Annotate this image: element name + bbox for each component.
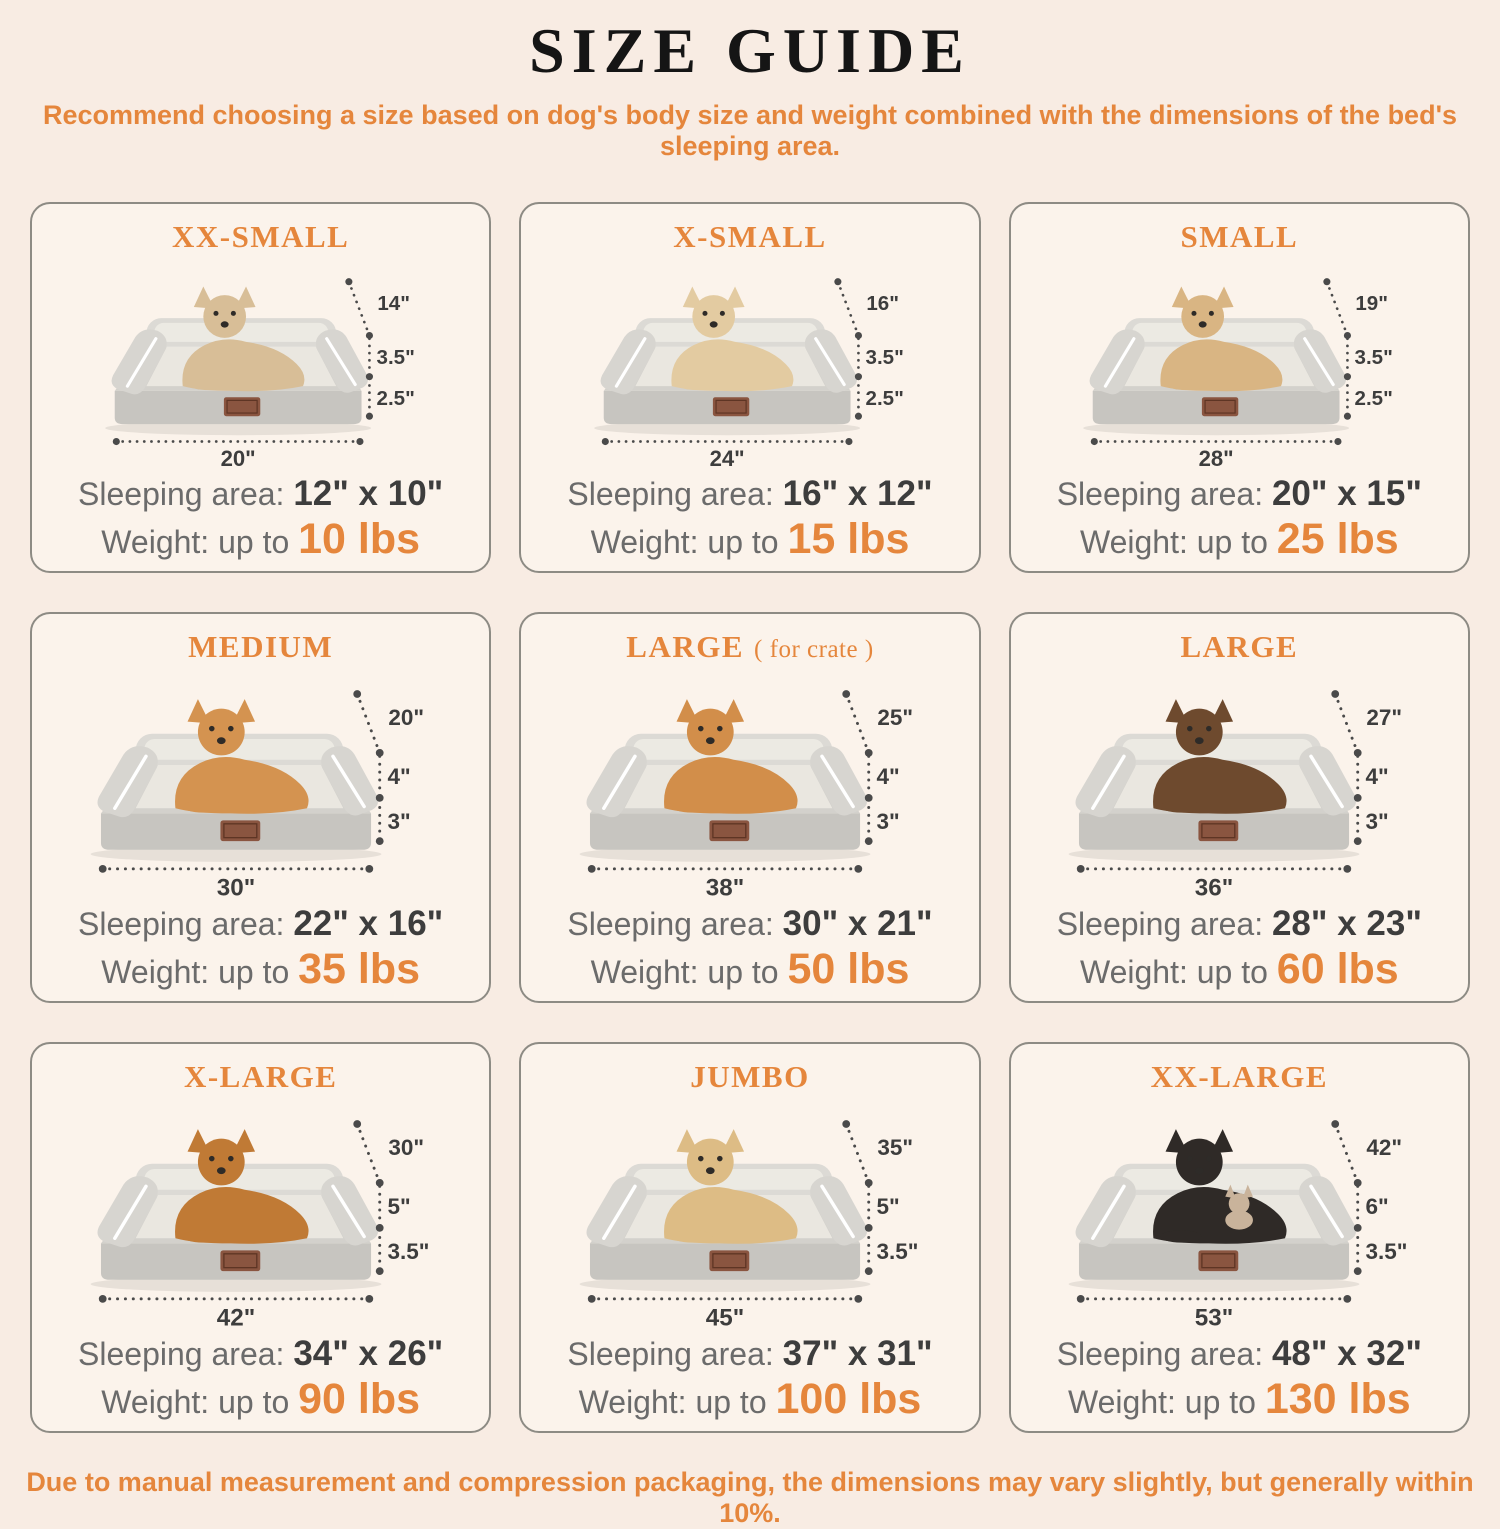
weight-value: 25 lbs	[1276, 515, 1399, 564]
dim-dot	[855, 413, 862, 420]
dim-dot	[98, 1295, 106, 1303]
size-name	[690, 1060, 809, 1094]
size-grid	[30, 202, 1470, 1433]
bed-illustration	[75, 668, 447, 900]
dim-dot	[588, 1295, 596, 1303]
sleeping-area-label: Sleeping area:	[567, 476, 774, 513]
weight-label: Weight: up to	[1079, 954, 1268, 991]
dim-dot	[602, 438, 609, 445]
weight-label: Weight: up to	[101, 524, 290, 561]
dim-base-label: 3.5"	[1365, 1239, 1408, 1265]
height-dim-line	[357, 694, 380, 753]
dim-dot	[865, 1267, 873, 1275]
height-dim-line	[1335, 694, 1358, 753]
dim-bolster-label: 5"	[876, 1194, 900, 1220]
dim-width-label: 24"	[709, 446, 745, 471]
weight-label: Weight: up to	[578, 1384, 767, 1421]
weight-line	[1068, 1376, 1411, 1423]
size-name	[1180, 220, 1298, 254]
weight-label: Weight: up to	[590, 524, 779, 561]
weight-line	[1080, 516, 1399, 563]
size-name-label: XX-LARGE	[1150, 1059, 1328, 1095]
dim-width-label: 36"	[1195, 874, 1234, 901]
dim-bolster-label: 3.5"	[376, 346, 415, 370]
size-name	[673, 220, 826, 254]
sleeping-area-label: Sleeping area:	[1056, 1336, 1264, 1373]
dim-width-label: 45"	[705, 1304, 745, 1331]
dim-base-label: 2.5"	[865, 387, 904, 411]
size-name	[188, 630, 333, 664]
dim-dot	[1077, 865, 1085, 873]
dim-base-label: 3.5"	[876, 1239, 919, 1265]
dim-width-label: 30"	[216, 874, 255, 901]
dim-dot	[854, 1295, 862, 1303]
weight-value: 10 lbs	[298, 515, 421, 564]
weight-label: Weight: up to	[101, 954, 290, 991]
dim-dot	[112, 438, 119, 445]
sleeping-area-line	[1057, 474, 1422, 514]
weight-value: 50 lbs	[787, 945, 910, 994]
dim-bolster-label: 4"	[876, 764, 900, 790]
size-card	[30, 612, 491, 1003]
sleeping-area-label: Sleeping area:	[78, 476, 285, 513]
dim-dot	[356, 438, 363, 445]
dim-dot	[854, 865, 862, 873]
sleeping-area-value: 28" x 23"	[1271, 904, 1422, 944]
size-card	[30, 202, 491, 573]
size-card	[1009, 1042, 1470, 1433]
dim-dot	[375, 837, 383, 845]
weight-value: 60 lbs	[1276, 945, 1399, 994]
dim-bolster-label: 3.5"	[865, 346, 904, 370]
dim-dot	[365, 1295, 373, 1303]
dim-height-label: 19"	[1355, 292, 1389, 316]
dim-dot	[1354, 1267, 1362, 1275]
size-name	[172, 220, 349, 254]
height-dim-line	[838, 282, 859, 336]
bed-illustration	[1069, 258, 1409, 470]
sleeping-area-value: 34" x 26"	[293, 1334, 444, 1374]
sleeping-area-line	[567, 1334, 932, 1374]
dim-height-label: 27"	[1366, 705, 1403, 731]
dim-dot	[588, 865, 596, 873]
dim-bolster-label: 4"	[387, 764, 411, 790]
bed-illustration	[564, 668, 936, 900]
weight-line	[579, 1376, 922, 1423]
weight-line	[101, 946, 420, 993]
weight-line	[1080, 946, 1399, 993]
sleeping-area-value: 30" x 21"	[782, 904, 933, 944]
size-name-label: X-SMALL	[673, 219, 827, 255]
height-dim-line	[1327, 282, 1348, 336]
sleeping-area-value: 22" x 16"	[293, 904, 444, 944]
sleeping-area-value: 48" x 32"	[1271, 1334, 1422, 1374]
dim-height-label: 20"	[387, 705, 424, 731]
dim-width-label: 42"	[216, 1304, 255, 1331]
sleeping-area-line	[567, 474, 932, 514]
sleeping-area-line	[78, 474, 443, 514]
sleeping-area-label: Sleeping area:	[1056, 476, 1264, 513]
size-name-label: X-LARGE	[183, 1059, 338, 1095]
dim-height-label: 16"	[866, 292, 899, 316]
height-dim-line	[348, 282, 369, 336]
sleeping-area-value: 16" x 12"	[782, 474, 933, 514]
dim-dot	[865, 837, 873, 845]
weight-label: Weight: up to	[1067, 1384, 1256, 1421]
page-subtitle: Recommend choosing a size based on dog's body size and weight combined with the dimensions of the bed's sleeping area.	[42, 100, 1458, 162]
dim-bolster-label: 5"	[387, 1194, 411, 1220]
dim-height-label: 42"	[1366, 1135, 1403, 1161]
weight-value: 100 lbs	[775, 1375, 922, 1424]
dim-width-label: 53"	[1195, 1304, 1234, 1331]
size-name	[1180, 630, 1298, 664]
size-name	[626, 630, 873, 664]
dim-height-label: 25"	[877, 705, 913, 731]
weight-label: Weight: up to	[1079, 524, 1268, 561]
bed-illustration	[75, 1098, 447, 1330]
dim-height-label: 14"	[376, 292, 410, 316]
height-dim-line	[1335, 1124, 1358, 1183]
dim-bolster-label: 4"	[1365, 764, 1389, 790]
dim-dot	[375, 1267, 383, 1275]
sleeping-area-line	[78, 1334, 443, 1374]
dim-dot	[1077, 1295, 1085, 1303]
footer-note: Due to manual measurement and compression packaging, the dimensions may vary slightly, but generally within 10%.	[26, 1467, 1474, 1529]
size-name	[1151, 1060, 1328, 1094]
dim-base-label: 2.5"	[1354, 387, 1394, 411]
dim-base-label: 3"	[1365, 809, 1389, 835]
weight-line	[101, 1376, 420, 1423]
sleeping-area-value: 12" x 10"	[293, 474, 444, 514]
size-name-label: LARGE	[1180, 629, 1299, 665]
bed-illustration	[564, 1098, 936, 1330]
page-title: SIZE GUIDE	[529, 15, 971, 86]
bed-illustration	[1053, 1098, 1425, 1330]
dim-width-label: 20"	[220, 446, 256, 471]
size-name-label: JUMBO	[690, 1059, 810, 1095]
bed-illustration	[91, 258, 431, 470]
weight-line	[101, 516, 420, 563]
height-dim-line	[846, 694, 869, 753]
weight-label: Weight: up to	[590, 954, 779, 991]
weight-line	[591, 516, 910, 563]
dim-dot	[1344, 413, 1351, 420]
dim-width-label: 28"	[1198, 446, 1234, 471]
size-name-label: MEDIUM	[188, 629, 334, 665]
sleeping-area-label: Sleeping area:	[567, 1336, 774, 1373]
size-card	[519, 1042, 980, 1433]
dim-dot	[1344, 1295, 1352, 1303]
sleeping-area-line	[1057, 1334, 1422, 1374]
dim-base-label: 3"	[876, 809, 900, 835]
dim-height-label: 30"	[387, 1135, 424, 1161]
dim-dot	[845, 438, 852, 445]
dim-base-label: 2.5"	[376, 387, 415, 411]
size-card	[1009, 202, 1470, 573]
dim-dot	[1091, 438, 1098, 445]
dim-height-label: 35"	[877, 1135, 913, 1161]
size-card	[30, 1042, 491, 1433]
weight-value: 130 lbs	[1264, 1375, 1411, 1424]
sleeping-area-line	[78, 904, 443, 944]
bed-illustration	[580, 258, 920, 470]
sleeping-area-line	[567, 904, 932, 944]
height-dim-line	[357, 1124, 380, 1183]
weight-value: 90 lbs	[298, 1375, 421, 1424]
sleeping-area-value: 20" x 15"	[1271, 474, 1422, 514]
dim-dot	[1344, 865, 1352, 873]
height-dim-line	[846, 1124, 869, 1183]
dim-dot	[365, 413, 372, 420]
dim-dot	[1335, 438, 1342, 445]
size-name-label: XX-SMALL	[171, 219, 350, 255]
dim-base-label: 3"	[387, 809, 411, 835]
dim-bolster-label: 3.5"	[1354, 346, 1394, 370]
sleeping-area-label: Sleeping area:	[1056, 906, 1264, 943]
sleeping-area-value: 37" x 31"	[782, 1334, 933, 1374]
dim-dot	[98, 865, 106, 873]
sleeping-area-line	[1057, 904, 1422, 944]
size-name-suffix: ( for crate )	[754, 636, 874, 664]
bed-illustration	[1053, 668, 1425, 900]
weight-line	[591, 946, 910, 993]
sleeping-area-label: Sleeping area:	[567, 906, 774, 943]
dim-dot	[1354, 837, 1362, 845]
dim-base-label: 3.5"	[387, 1239, 430, 1265]
weight-label: Weight: up to	[101, 1384, 290, 1421]
dim-width-label: 38"	[705, 874, 745, 901]
dim-dot	[365, 865, 373, 873]
dim-bolster-label: 6"	[1365, 1194, 1389, 1220]
weight-value: 15 lbs	[787, 515, 910, 564]
sleeping-area-label: Sleeping area:	[78, 906, 285, 943]
weight-value: 35 lbs	[298, 945, 421, 994]
size-card	[1009, 612, 1470, 1003]
size-card	[519, 612, 980, 1003]
sleeping-area-label: Sleeping area:	[78, 1336, 285, 1373]
size-name	[184, 1060, 337, 1094]
size-name-label: SMALL	[1180, 219, 1299, 255]
size-name-label: LARGE	[626, 629, 745, 665]
size-card	[519, 202, 980, 573]
